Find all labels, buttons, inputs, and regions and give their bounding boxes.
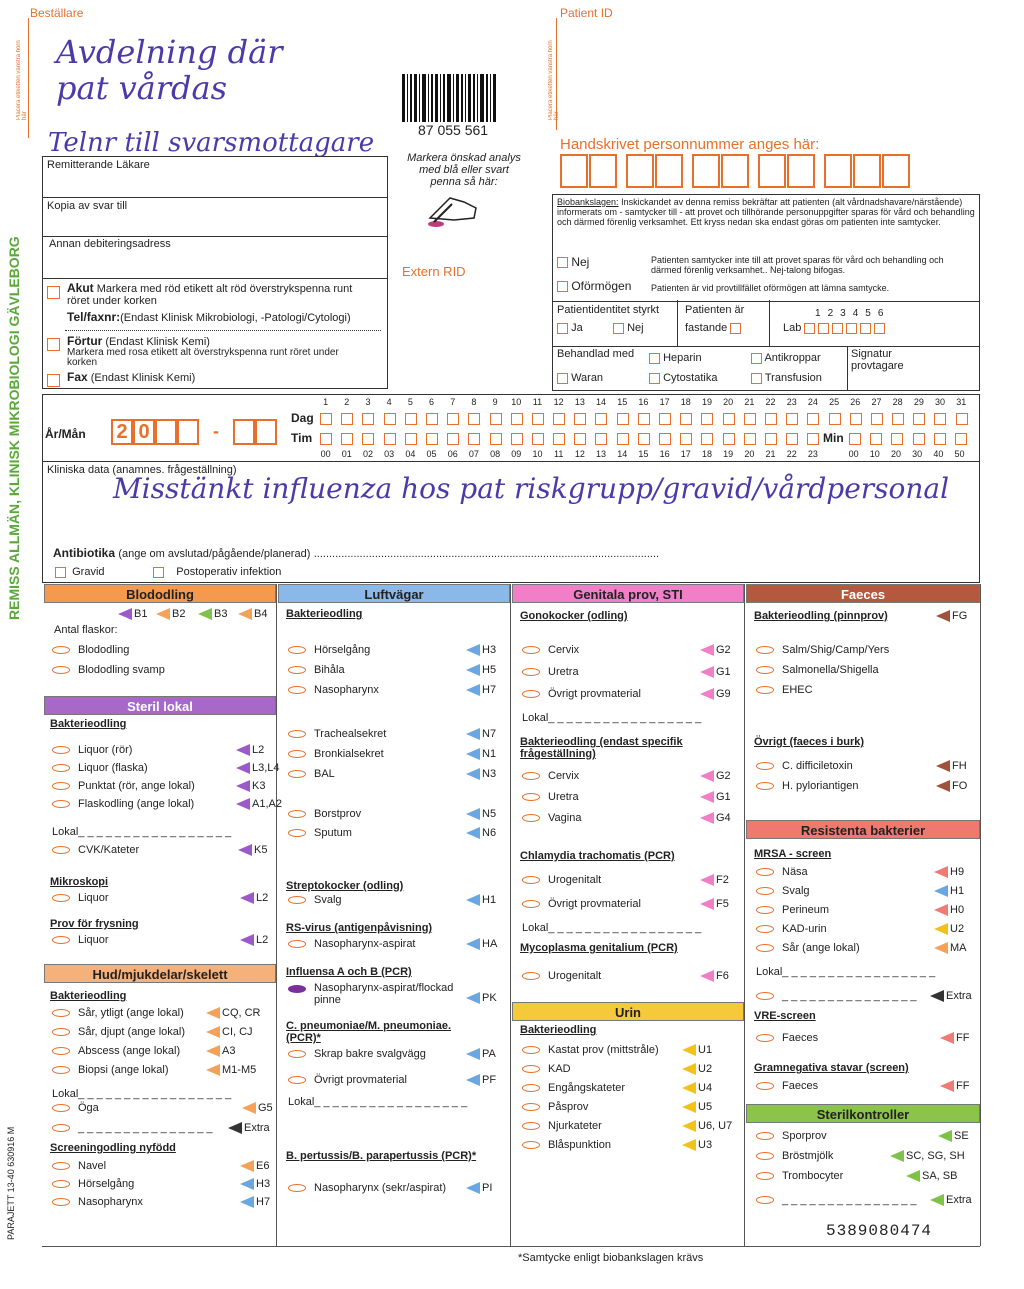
- urin-code: U5: [682, 1101, 712, 1113]
- luft-code: N1: [466, 748, 496, 760]
- pertussis-title: B. pertussis/B. parapertussis (PCR)*: [286, 1150, 477, 1162]
- screening-code: H7: [240, 1196, 270, 1208]
- blododling-header: Blododling: [44, 584, 276, 603]
- chlamydia-option[interactable]: Övrigt provmaterial: [522, 898, 641, 910]
- steril-option[interactable]: Liquor (rör): [52, 744, 132, 756]
- genbakt-code: G1: [700, 791, 731, 803]
- bottle-b2: B2: [156, 608, 185, 620]
- hud-option[interactable]: Sår, djupt (ange lokal): [52, 1026, 185, 1038]
- rs-title: RS-virus (antigenpåvisning): [286, 922, 433, 934]
- gram-title: Gramnegativa stavar (screen): [754, 1062, 909, 1074]
- res-extra-code: Extra: [930, 990, 972, 1002]
- urin-code: U3: [682, 1139, 712, 1151]
- paraject-label: PARAJETT 13-40 630916 M: [6, 1126, 16, 1240]
- hud-code: CQ, CR: [206, 1007, 261, 1019]
- mrsa-code: MA: [934, 942, 967, 954]
- postop-checkbox[interactable]: Postoperativ infektion: [153, 566, 281, 578]
- faeces-ovrigt-option[interactable]: C. difficiletoxin: [756, 760, 853, 772]
- mrsa-code: U2: [934, 923, 964, 935]
- rs-nasopharynx[interactable]: Nasopharynx-aspirat: [288, 938, 416, 950]
- handwritten-telnr: Telnr till svarsmottagare: [48, 128, 375, 158]
- luft-option[interactable]: Sputum: [288, 827, 352, 839]
- cpneu-option[interactable]: Skrap bakre svalgvägg: [288, 1048, 426, 1060]
- luft-option[interactable]: Bihåla: [288, 664, 345, 676]
- markera-instruction: Markera önskad analys med blå eller svart penna så här:: [407, 152, 521, 188]
- identitet-ja[interactable]: Ja: [557, 322, 583, 334]
- chlamydia-title: Chlamydia trachomatis (PCR): [520, 850, 675, 862]
- luft-bakt-title: Bakterieodling: [286, 608, 363, 620]
- extern-rid-label: Extern RID: [402, 264, 466, 279]
- gono-title: Gonokocker (odling): [520, 610, 628, 622]
- vre-title: VRE-screen: [754, 1010, 816, 1022]
- sk-extra-code: Extra: [930, 1194, 972, 1206]
- screening-code: H3: [240, 1178, 270, 1190]
- luft-code: H5: [466, 664, 496, 676]
- myco-code: F6: [700, 970, 729, 982]
- fastande-checkbox[interactable]: fastande: [685, 322, 741, 334]
- sterilkontroll-option[interactable]: Trombocyter: [756, 1170, 843, 1182]
- blododling-svamp-option[interactable]: Blododling svamp: [52, 664, 165, 676]
- side-title: REMISS ALLMÄN, KLINISK MIKROBIOLOGI GÄVLEBORG: [6, 236, 22, 620]
- clinical-handwritten: Misstänkt influenza hos pat riskgrupp/gravid/vårdpersonal: [113, 472, 950, 505]
- frysning-title: Prov för frysning: [50, 918, 139, 930]
- hud-option[interactable]: Abscess (ange lokal): [52, 1045, 180, 1057]
- genbakt-code: G2: [700, 770, 731, 782]
- luft-option[interactable]: Borstprov: [288, 808, 361, 820]
- urin-bakt-title: Bakterieodling: [520, 1024, 597, 1036]
- mikroskopi-title: Mikroskopi: [50, 876, 109, 888]
- biobank-nej[interactable]: Nej: [557, 255, 589, 269]
- genbakt-option[interactable]: Cervix: [522, 770, 579, 782]
- luft-lokal[interactable]: Lokal _ _ _ _ _ _ _ _ _ _ _ _ _ _ _ _ _: [288, 1096, 468, 1108]
- hud-lokal[interactable]: Lokal _ _ _ _ _ _ _ _ _ _ _ _ _ _ _ _ _: [52, 1088, 232, 1100]
- dag-label: Dag: [291, 411, 314, 425]
- hud-header: Hud/mjukdelar/skelett: [44, 964, 276, 983]
- month-digit-1[interactable]: [233, 419, 255, 445]
- mrsa-code: H1: [934, 885, 964, 897]
- label-placement-hint: Placera etiketten vänstra hörn här: [16, 40, 28, 120]
- urin-code: U6, U7: [682, 1120, 732, 1132]
- biobank-text: Biobankslagen: Inskickandet av denna remiss bekräftar att patienten (alt vårdnadshavare/närstående) informerats om - samtycker till - att provet och tillhörande personuppgifter sparas för vård och behandling och därmed förenlig verksamhet. Ett kryss nedan ska endast göras om patienten inte samtycker.: [557, 197, 975, 227]
- antal-flaskor: Antal flaskor:: [54, 624, 118, 636]
- myco-title: Mycoplasma genitalium (PCR): [520, 942, 678, 954]
- chlamydia-code: F2: [700, 874, 729, 886]
- day-checkboxes[interactable]: [320, 413, 977, 425]
- screening-code: E6: [240, 1160, 269, 1172]
- strepto-title: Streptokocker (odling): [286, 880, 404, 892]
- akut-text: Akut Markera med röd etikett alt röd överstrykspenna runt röret under korken: [67, 281, 353, 307]
- barcode: [402, 74, 498, 122]
- fortur-text: Förtur (Endast Klinisk Kemi): [67, 334, 210, 348]
- strepto-code: H1: [466, 894, 496, 906]
- annan-adress-field[interactable]: Annan debiteringsadress: [42, 236, 388, 279]
- screening-option[interactable]: Hörselgång: [52, 1178, 134, 1190]
- date-time-box: [42, 394, 980, 462]
- tim-label: Tim: [291, 431, 313, 445]
- mrsa-option[interactable]: Svalg: [756, 885, 810, 897]
- mrsa-option[interactable]: KAD-urin: [756, 923, 827, 935]
- res-extra-option[interactable]: _ _ _ _ _ _ _ _ _ _ _ _ _ _ _: [756, 990, 917, 1002]
- steril-bakt-title: Bakterieodling: [50, 718, 127, 730]
- gono-code: G2: [700, 644, 731, 656]
- steril-code: L2: [236, 744, 264, 756]
- steril-header: Steril lokal: [44, 696, 276, 715]
- barcode-number: 87 055 561: [418, 122, 489, 138]
- transfusion-checkbox[interactable]: Transfusion: [751, 372, 822, 384]
- steril-lokal[interactable]: Lokal _ _ _ _ _ _ _ _ _ _ _ _ _ _ _ _ _: [52, 826, 232, 838]
- year-digit-2[interactable]: 0: [133, 419, 155, 445]
- handwritten-department: Avdelning där pat vårdas: [56, 33, 283, 107]
- urin-option[interactable]: Blåspunktion: [522, 1139, 611, 1151]
- antikroppar-checkbox[interactable]: Antikroppar: [751, 352, 821, 364]
- hud-option[interactable]: Sår, ytligt (ange lokal): [52, 1007, 184, 1019]
- faeces-ovrigt-code: FH: [936, 760, 967, 772]
- cpneu-option[interactable]: Övrigt provmaterial: [288, 1074, 407, 1086]
- cvk-code: K5: [238, 844, 267, 856]
- steril-option[interactable]: Flaskodling (ange lokal): [52, 798, 194, 810]
- chlamydia-code: F5: [700, 898, 729, 910]
- myco-urogenitalt[interactable]: Urogenitalt: [522, 970, 601, 982]
- luft-option[interactable]: Trachealsekret: [288, 728, 386, 740]
- rs-code: HA: [466, 938, 497, 950]
- patient-id-label: Patient ID: [560, 6, 613, 20]
- gono-code: G9: [700, 688, 731, 700]
- biobank-box: [552, 194, 980, 302]
- urin-code: U4: [682, 1082, 712, 1094]
- identitet-label: Patientidentitet styrkt: [557, 304, 660, 316]
- sterilkontroll-code: SE: [938, 1130, 969, 1142]
- hud-extra-code: Extra: [228, 1122, 270, 1134]
- mrsa-code: H0: [934, 904, 964, 916]
- gen-lokal-2[interactable]: Lokal _ _ _ _ _ _ _ _ _ _ _ _ _ _ _ _ _: [522, 922, 702, 934]
- bottle-b3: B3: [198, 608, 227, 620]
- luftvagar-header: Luftvägar: [278, 584, 510, 603]
- minute-checkboxes[interactable]: [849, 433, 976, 445]
- gono-option[interactable]: Cervix: [522, 644, 579, 656]
- fax-checkbox[interactable]: [47, 372, 60, 390]
- kopia-field[interactable]: Kopia av svar till: [42, 196, 388, 237]
- minute-numbers: 00 10 20 30 40 50: [848, 449, 965, 459]
- gono-option[interactable]: Övrigt provmaterial: [522, 688, 641, 700]
- mrsa-option[interactable]: Näsa: [756, 866, 808, 878]
- steril-option[interactable]: Punktat (rör, ange lokal): [52, 780, 195, 792]
- gram-code: FF: [940, 1080, 969, 1092]
- gram-faeces[interactable]: Faeces: [756, 1080, 818, 1092]
- hour-checkboxes[interactable]: [320, 433, 829, 445]
- screening-title: Screeningodling nyfödd: [50, 1142, 176, 1154]
- genbakt-option[interactable]: Uretra: [522, 791, 579, 803]
- luft-code: H3: [466, 644, 496, 656]
- faeces-option[interactable]: Salm/Shig/Camp/Yers: [756, 644, 889, 656]
- identitet-nej[interactable]: Nej: [613, 322, 644, 334]
- faeces-bakt-title: Bakterieodling (pinnprov): [754, 610, 888, 622]
- genbakt-option[interactable]: Vagina: [522, 812, 581, 824]
- screening-option[interactable]: Navel: [52, 1160, 106, 1172]
- mrsa-option[interactable]: Sår (ange lokal): [756, 942, 860, 954]
- faeces-option[interactable]: Salmonella/Shigella: [756, 664, 879, 676]
- bestallare-label: Beställare: [30, 6, 84, 20]
- behandlad-row: [552, 346, 980, 391]
- antibiotika-text: Antibiotika (ange om avslutad/pågående/planerad) .................................................................................................................: [53, 546, 660, 560]
- genitala-header: Genitala prov, STI: [512, 584, 744, 603]
- faeces-ovrigt-title: Övrigt (faeces i burk): [754, 736, 865, 748]
- cytostatika-checkbox[interactable]: Cytostatika: [649, 372, 717, 384]
- urin-option[interactable]: Engångskateter: [522, 1082, 625, 1094]
- month-digit-2[interactable]: [255, 419, 277, 445]
- year-digit-4[interactable]: [177, 419, 199, 445]
- res-lokal[interactable]: Lokal _ _ _ _ _ _ _ _ _ _ _ _ _ _ _ _ _: [756, 966, 936, 978]
- faeces-option[interactable]: EHEC: [756, 684, 813, 696]
- biobank-oformogen-text: Patienten är vid provtillfället oförmögen att lämna samtycke.: [651, 283, 890, 293]
- resistenta-header: Resistenta bakterier: [746, 820, 980, 839]
- patienten-ar-label: Patienten är: [685, 304, 745, 316]
- remitterande-field[interactable]: Remitterande Läkare: [42, 156, 388, 198]
- urin-option[interactable]: KAD: [522, 1063, 571, 1075]
- ar-man-label: År/Mån: [45, 427, 86, 441]
- heparin-checkbox[interactable]: Heparin: [649, 352, 702, 364]
- hud-code: CI, CJ: [206, 1026, 253, 1038]
- oga-option[interactable]: Öga: [52, 1102, 99, 1114]
- oga-code: G5: [242, 1102, 273, 1114]
- label-placement-hint-2: Placera etiketten vänstra hörn här: [548, 40, 560, 120]
- urin-option[interactable]: Påsprov: [522, 1101, 588, 1113]
- steril-code: K3: [236, 780, 265, 792]
- genbakt-code: G4: [700, 812, 731, 824]
- luft-code: N7: [466, 728, 496, 740]
- form-number: 5389080474: [826, 1222, 933, 1240]
- fortur-checkbox[interactable]: [47, 336, 60, 354]
- faeces-header: Faeces: [746, 584, 980, 603]
- gravid-checkbox[interactable]: Gravid: [55, 566, 105, 578]
- vre-code: FF: [940, 1032, 969, 1044]
- urin-option[interactable]: Njurkateter: [522, 1120, 602, 1132]
- bestallare-line: [28, 18, 29, 138]
- clinical-label: Kliniska data (anamnes. frågeställning): [47, 464, 237, 476]
- influensa-title: Influensa A och B (PCR): [286, 966, 412, 978]
- telfax-text: Tel/faxnr:(Endast Klinisk Mikrobiologi, -Patologi/Cytologi): [67, 310, 351, 324]
- cpneu-title: C. pneumoniae/M. pneumoniae. (PCR)*: [286, 1020, 452, 1044]
- date-dash: -: [213, 421, 219, 441]
- steril-option[interactable]: Liquor (flaska): [52, 762, 148, 774]
- dotted-divider: [65, 330, 381, 331]
- faeces-bakt-code: FG: [936, 610, 967, 622]
- hud-code: A3: [206, 1045, 235, 1057]
- akut-checkbox[interactable]: [47, 284, 60, 302]
- year-digit-1[interactable]: 2: [111, 419, 133, 445]
- mikroskopi-code: L2: [240, 892, 268, 904]
- mrsa-code: H9: [934, 866, 964, 878]
- fortur-sub: Markera med rosa etikett alt överstrykspenna runt röret under korken: [67, 347, 339, 368]
- hud-extra-option[interactable]: _ _ _ _ _ _ _ _ _ _ _ _ _ _ _: [52, 1122, 213, 1134]
- sk-extra-option[interactable]: _ _ _ _ _ _ _ _ _ _ _ _ _ _ _: [756, 1194, 917, 1206]
- priority-box: [42, 278, 388, 389]
- cpneu-code: PA: [466, 1048, 496, 1060]
- luft-option[interactable]: Hörselgång: [288, 644, 370, 656]
- mikroskopi-liquor[interactable]: Liquor: [52, 892, 109, 904]
- sterilkontroll-code: SA, SB: [906, 1170, 957, 1182]
- sterilkontroll-code: SC, SG, SH: [890, 1150, 965, 1162]
- year-digit-3[interactable]: [155, 419, 177, 445]
- gono-option[interactable]: Uretra: [522, 666, 579, 678]
- hud-option[interactable]: Biopsi (ange lokal): [52, 1064, 169, 1076]
- cvk-option[interactable]: CVK/Kateter: [52, 844, 139, 856]
- patient-identity-row: [552, 300, 980, 347]
- lab-checkboxes[interactable]: Lab: [783, 322, 885, 334]
- luft-code: N3: [466, 768, 496, 780]
- biobank-nej-text: Patienten samtycker inte till att provet sparas för vård och behandling och därmed förenlig verksamhet.. Nej-talong bifogas.: [651, 255, 944, 275]
- luft-code: N5: [466, 808, 496, 820]
- strepto-svalg[interactable]: Svalg: [288, 894, 342, 906]
- influensa-code: PK: [466, 992, 497, 1004]
- behandlad-label: Behandlad med: [557, 348, 635, 360]
- frysning-code: L2: [240, 934, 268, 946]
- hour-numbers: 00 01 02 03 04 05 06 07 08 09 10 11 12 13 14 15 16 17 18 19 20 21 22 23: [320, 449, 818, 459]
- day-numbers: 1 2 3 4 5 6 7 8 9 10 11 12 13 14 15 16 17 18 19 20 21 22 23 24 25 26 27 28 29 30 31: [323, 397, 967, 407]
- fax-text: Fax (Endast Klinisk Kemi): [67, 370, 196, 384]
- faeces-ovrigt-option[interactable]: H. pyloriantigen: [756, 780, 858, 792]
- footer-note: *Samtycke enligt biobankslagen krävs: [518, 1252, 704, 1264]
- influensa-option[interactable]: Nasopharynx-aspirat/flockad pinne: [288, 982, 474, 1006]
- mrsa-title: MRSA - screen: [754, 848, 832, 860]
- vre-faeces[interactable]: Faeces: [756, 1032, 818, 1044]
- steril-code: A1,A2: [236, 798, 282, 810]
- hud-bakt-title: Bakterieodling: [50, 990, 127, 1002]
- luft-option[interactable]: Bronkialsekret: [288, 748, 384, 760]
- pertussis-option[interactable]: Nasopharynx (sekr/aspirat): [288, 1182, 446, 1194]
- min-label: Min: [823, 431, 844, 445]
- blododling-option[interactable]: Blododling: [52, 644, 129, 656]
- cpneu-code: PF: [466, 1074, 496, 1086]
- hud-code: M1-M5: [206, 1064, 256, 1076]
- frysning-liquor[interactable]: Liquor: [52, 934, 109, 946]
- luft-option[interactable]: BAL: [288, 768, 335, 780]
- steril-code: L3,L4: [236, 762, 280, 774]
- gono-code: G1: [700, 666, 731, 678]
- chlamydia-option[interactable]: Urogenitalt: [522, 874, 601, 886]
- faeces-ovrigt-code: FO: [936, 780, 967, 792]
- personnummer-label: Handskrivet personnummer anges här:: [560, 136, 820, 153]
- luft-code: N6: [466, 827, 496, 839]
- pen-icon: [424, 190, 480, 230]
- bottle-b1: B1: [118, 608, 147, 620]
- urin-option[interactable]: Kastat prov (mittstråle): [522, 1044, 659, 1056]
- sterilkontroll-option[interactable]: Sporprov: [756, 1130, 827, 1142]
- sterilkontroller-header: Sterilkontroller: [746, 1104, 980, 1123]
- pertussis-code: PI: [466, 1182, 492, 1194]
- personnummer-boxes[interactable]: [560, 154, 911, 188]
- urin-code: U2: [682, 1063, 712, 1075]
- clinical-data-box[interactable]: [42, 460, 980, 583]
- bottle-b4: B4: [238, 608, 267, 620]
- urin-code: U1: [682, 1044, 712, 1056]
- waran-checkbox[interactable]: Waran: [557, 372, 603, 384]
- biobank-oformogen[interactable]: Oförmögen: [557, 279, 631, 293]
- luft-code: H7: [466, 684, 496, 696]
- urin-header: Urin: [512, 1002, 744, 1021]
- signatur-label: Signatur provtagare: [851, 348, 904, 372]
- gen-lokal[interactable]: Lokal _ _ _ _ _ _ _ _ _ _ _ _ _ _ _ _ _: [522, 712, 702, 724]
- sterilkontroll-option[interactable]: Bröstmjölk: [756, 1150, 833, 1162]
- mrsa-option[interactable]: Perineum: [756, 904, 829, 916]
- lab-numbers: 1 2 3 4 5 6: [815, 308, 884, 319]
- gen-bakt-title: Bakterieodling (endast specifik frågeställning): [520, 736, 683, 760]
- luft-option[interactable]: Nasopharynx: [288, 684, 379, 696]
- screening-option[interactable]: Nasopharynx: [52, 1196, 143, 1208]
